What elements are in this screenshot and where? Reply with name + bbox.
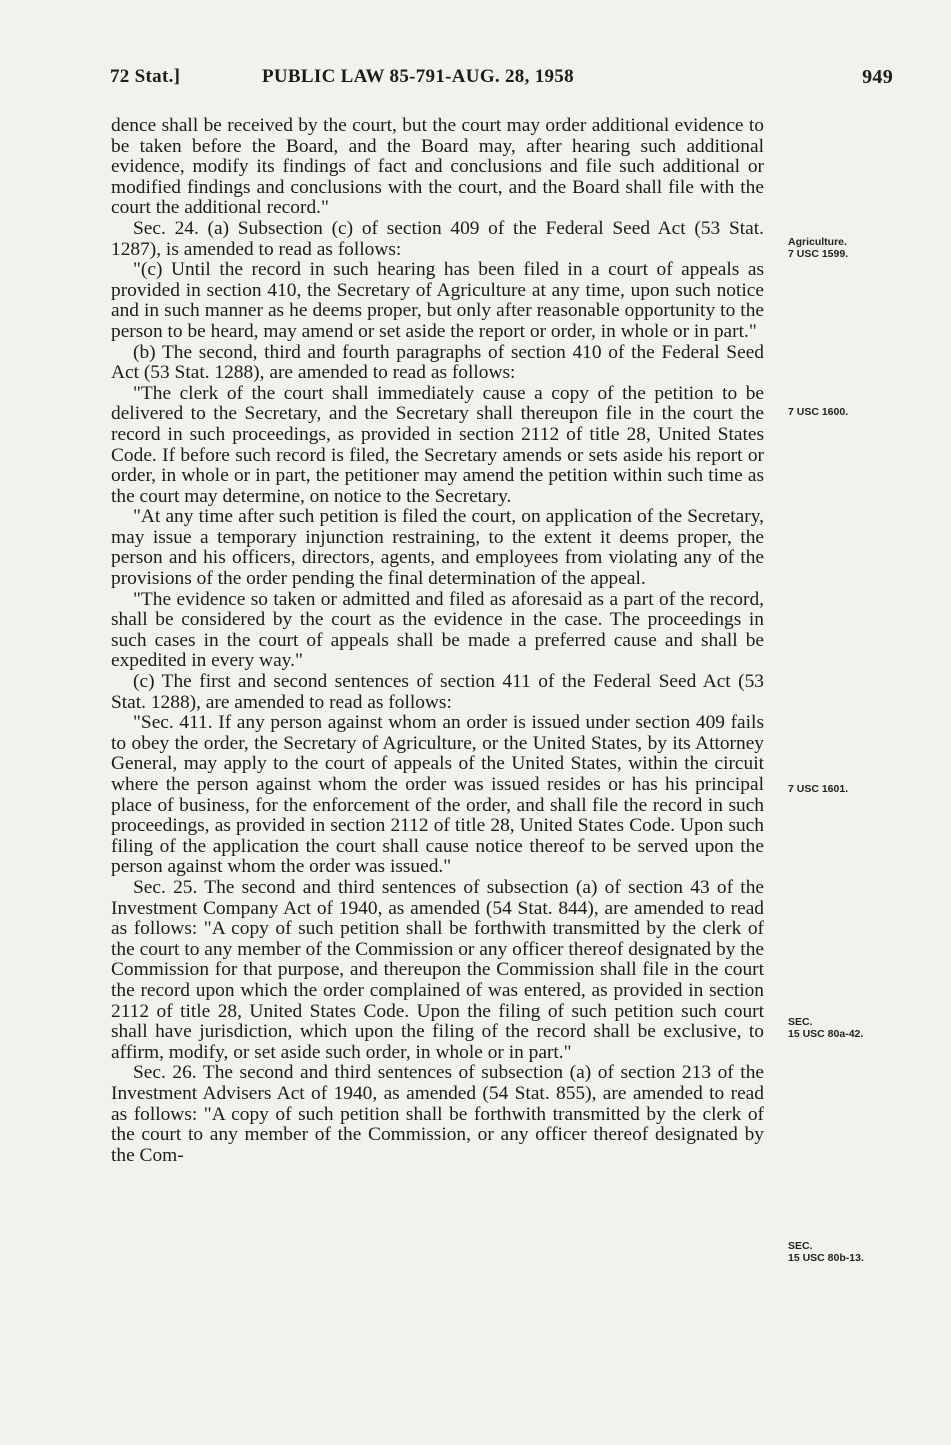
header-statute-ref: 72 Stat.] bbox=[110, 66, 181, 87]
margin-note-agriculture bbox=[788, 236, 918, 260]
body-text bbox=[111, 116, 764, 1166]
paragraph: "Sec. 411. If any person against whom an order is issued under section 409 fails to obey the order, the Secretary of Agriculture, or the United States, by its Attorney General, may apply to the court of appeals of the United States, within the circuit where the person against whom the order was issued resides or has his principal place of business, for the enforcement of the order, and shall file the record in such proceedings, as provided in section 2112 of title 28, United States Code. Upon such filing of the application the court shall cause notice thereof to be served upon the person against whom the order was issued." bbox=[111, 712, 764, 878]
paragraph: "The evidence so taken or admitted and filed as aforesaid as a part of the record, shall be considered by the court as the evidence in the case. The proceedings in such cases in the court of appeals shall be made a preferred cause and shall be expedited in every way." bbox=[111, 588, 764, 672]
margin-note-line: 15 USC 80b-13. bbox=[788, 1252, 864, 1264]
paragraph: "(c) Until the record in such hearing has been filed in a court of appeals as provided in section 410, the Secretary of Agriculture at any time, upon such notice and in such manner as he deems proper, but only after reasonable opportunity to the person to be heard, may amend or set aside the report or order, in whole or in part." bbox=[111, 259, 764, 342]
margin-note-line: 15 USC 80a-42. bbox=[788, 1028, 864, 1040]
margin-note-7usc1601 bbox=[788, 783, 918, 795]
margin-note-line: 7 USC 1601. bbox=[788, 783, 849, 795]
paragraph: Sec. 24. (a) Subsection (c) of section 409 of the Federal Seed Act (53 Stat. 1287), is amended to read as follows: bbox=[111, 217, 764, 260]
paragraph: Sec. 26. The second and third sentences of subsection (a) of section 213 of the Investment Advisers Act of 1940, as amended (54 Stat. 855), are amended to read as follows: "A copy of such petition shall be forthwith transmitted by the clerk of the court to any member of the Commission, or any officer thereof designated by the Com- bbox=[111, 1062, 764, 1166]
paragraph: (b) The second, third and fourth paragraphs of section 410 of the Federal Seed Act (53 Stat. 1288), are amended to read as follows: bbox=[111, 341, 764, 384]
margin-note-line: 7 USC 1600. bbox=[788, 406, 849, 418]
margin-note-line: SEC. bbox=[788, 1240, 813, 1252]
paragraph: dence shall be received by the court, but the court may order additional evidence to be taken before the Board, and the Board may, after hearing such additional evidence, modify its findings of fact and conclusions and file such additional or modified findings and conclusions with the court, and the Board shall file with the court the additional record." bbox=[111, 115, 764, 219]
margin-note-line: SEC. bbox=[788, 1016, 813, 1028]
paragraph: (c) The first and second sentences of section 411 of the Federal Seed Act (53 Stat. 1288), are amended to read as follows: bbox=[111, 671, 764, 713]
margin-note-7usc1600 bbox=[788, 406, 918, 418]
paragraph: "At any time after such petition is filed the court, on application of the Secretary, may issue a temporary injunction restraining, to the extent it deems proper, the person and his officers, directors, agents, and employees from violating any of the provisions of the order pending the final determination of the appeal. bbox=[111, 506, 764, 590]
header-title: PUBLIC LAW 85-791-AUG. 28, 1958 bbox=[262, 66, 574, 87]
margin-note-15usc80a42 bbox=[788, 1016, 918, 1040]
paragraph: "The clerk of the court shall immediately cause a copy of the petition to be delivered to the Secretary, and the Secretary shall thereupon file in the court the record in such proceedings, as provided in section 2112 of title 28, United States Code. If before such record is filed, the Secretary amends or sets aside his report or order, in whole or in part, the petitioner may amend the petition within such time as the court may determine, on notice to the Secretary. bbox=[111, 382, 764, 507]
margin-note-line: 7 USC 1599. bbox=[788, 248, 849, 260]
margin-note-line: Agriculture. bbox=[788, 236, 847, 248]
page-number: 949 bbox=[862, 66, 893, 88]
margin-note-15usc80b13 bbox=[788, 1240, 918, 1264]
paragraph: Sec. 25. The second and third sentences of subsection (a) of section 43 of the Investment Company Act of 1940, as amended (54 Stat. 844), are amended to read as follows: "A copy of such petition shall be forthwith transmitted by the clerk of the court to any member of the Commission or any officer thereof designated by the Commission for that purpose, and thereupon the Commission shall file in the court the record upon which the order complained of was entered, as provided in section 2112 of title 28, United States Code. Upon the filing of such petition such court shall have jurisdiction, which upon the filing of the record shall be exclusive, to affirm, modify, or set aside such order, in whole or in part." bbox=[111, 876, 764, 1063]
